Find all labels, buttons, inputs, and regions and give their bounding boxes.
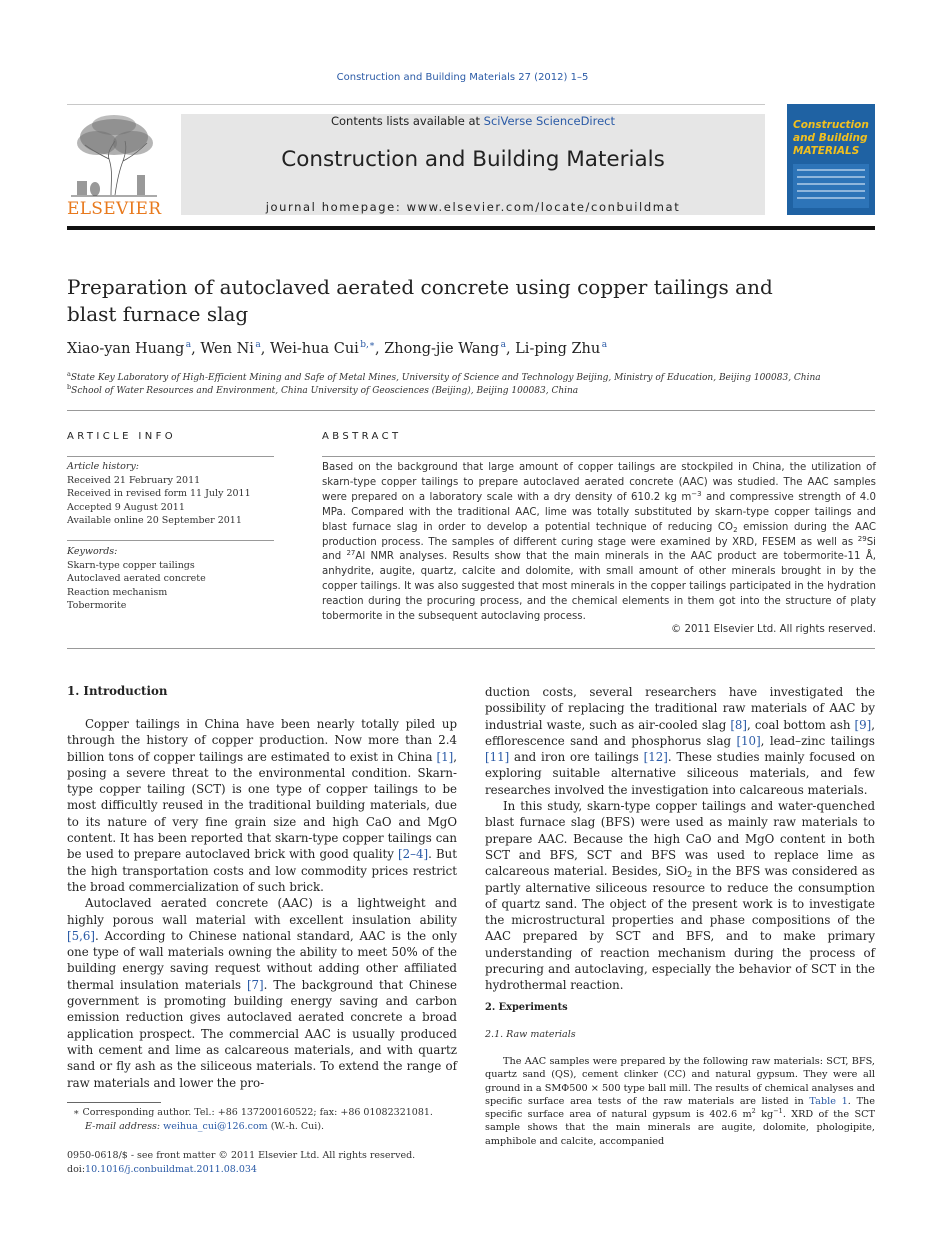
citation-link[interactable]: [8] xyxy=(730,717,748,732)
section-heading-introduction: 1. Introduction xyxy=(67,684,168,698)
header-thick-rule xyxy=(67,226,875,230)
article-info-heading: ARTICLE INFO xyxy=(67,431,177,442)
author-affiliation-mark[interactable]: a xyxy=(500,340,506,350)
email-link[interactable]: weihua_cui@126.com xyxy=(163,1120,268,1132)
author-name[interactable]: Xiao-yan Huang xyxy=(67,341,185,357)
header-rule xyxy=(67,104,765,105)
sciencedirect-link[interactable]: SciVerse ScienceDirect xyxy=(483,114,616,128)
raw-materials-text: The AAC samples were prepared by the following raw materials: SCT, BFS, quartz sand (QS), cement clinker (CC) and natural gypsum. They were all ground in a SMΦ500 × 500 type ball mill. The results of chemical analyses and specific surface area tests of the raw materials are listed in Table 1. The specific surface area of natural gypsum is 402.6 $m^2$ $kg^{-1}$. XRD of the SCT sample shows that the main minerals are augite, dolomite, phologipite, amphibole and calcite, accompanied xyxy=(485,1056,876,1147)
keyword-item: Autoclaved aerated concrete xyxy=(67,573,206,584)
author-name[interactable]: Li-ping Zhu xyxy=(515,341,601,357)
right-column-text: duction costs, several researchers have investigated the possibility of replacing the traditional raw materials of AAC by industrial waste, such as air-cooled slag [8], coal bottom ash [9], efflorescence sand and phosphorus slag [10], lead–zinc tailings [11] and iron ore tailings [12]. These studies mainly focused on exploring suitable alternative siliceous materials, and few researches involved the investigation into calcareous materials. In this study, skarn-type copper tailings and water-quenched blast furnace slag (BFS) were used as mainly raw materials to prepare AAC. Because the high CaO and MgO content in both SCT and BFS, SCT and BFS was used to replace lime as calcareous material. Besides, SiO2 in the BFS was considered as partly alternative siliceous resource to reduce the consumption of quartz sand. The object of the present work is to investigate the microstructural properties and phase compositions of the AAC prepared by SCT and BFS, and to make primary understanding of reaction mechanism during the process of precuring and autoclaving, especially the behavior of SCT in the hydrothermal reaction. xyxy=(485,685,876,993)
article-history: Article history: Received 21 February 2011 Received in revised form 11 July 2011 Accepted 9 August 2011 Available online 20 September 2011 xyxy=(67,460,274,528)
citation-link[interactable]: [5,6] xyxy=(67,928,95,943)
contents-prefix: Contents lists available at xyxy=(330,114,484,128)
affiliation-a: $^a$State Key Laboratory of High-Efficient Mining and Safe of Metal Mines, University of Science and Technology Beijing, Ministry of Education, Beijing 100083, China xyxy=(67,370,821,383)
subsection-heading-raw-materials: 2.1. Raw materials xyxy=(485,1029,576,1040)
citation-link[interactable]: [11] xyxy=(485,750,510,765)
keyword-item: Skarn-type copper tailings xyxy=(67,559,195,571)
divider xyxy=(67,456,274,457)
citation-link[interactable]: [12] xyxy=(643,750,668,765)
citation-link[interactable]: [7] xyxy=(246,977,264,992)
citation-link[interactable]: [1] xyxy=(436,749,454,764)
journal-cover-image[interactable] xyxy=(787,104,875,215)
keywords: Keywords: Skarn-type copper tailings Autoclaved aerated concrete Reaction mechanism Tobermorite xyxy=(67,545,274,613)
author-name[interactable]: Zhong-jie Wang xyxy=(384,341,500,357)
affiliation-b: $^b$School of Water Resources and Environment, China University of Geosciences (Beijing), Beijing 100083, China xyxy=(67,383,579,396)
author-name[interactable]: Wei-hua Cui xyxy=(269,341,359,357)
journal-reference[interactable]: Construction and Building Materials 27 (2012) 1–5 xyxy=(336,72,589,83)
author-affiliation-mark[interactable]: b,∗ xyxy=(360,340,375,350)
cover-text-block xyxy=(793,164,869,208)
article-title: Preparation of autoclaved aerated concrete using copper tailings and blast furnace slag xyxy=(67,275,773,326)
citation-link[interactable]: [10] xyxy=(736,733,761,748)
abstract-text: Based on the background that large amount of copper tailings are stockpiled in China, the utilization of skarn-type copper tailings to prepare autoclaved aerated concrete (AAC) was studied. The AAC samples were prepared on a laboratory scale with a dry density of 610.2 kg $m^{-3}$ and compressive strength of 4.0 MPa. Compared with the traditional AAC, lime was totally substituted by skarn-type copper tailings and blast furnace slag in order to develop a potential technique of reducing $CO_2$ emission during the AAC production process. The samples of different curing stage were examined by XRD, FESEM as well as $^{29}$Si and $^{27}$Al NMR analyses. Results show that the main minerals in the AAC product are tobermorite-11 Å, anhydrite, augite, quartz, calcite and dolomite, with small amount of other minerals brought in by the copper tailings. It was also suggested that most minerals in the copper tailings participated in the hydration reaction during the procuring process, and the chemical elements in them got into the structure of platy tobermorite in the subsequent autoclaving process. xyxy=(322,462,877,623)
author-list: Xiao-yan Huang $^a$, Wen Ni $^a$, Wei-hua Cui $^{b,∗}$, Zhong-jie Wang $^a$, Li-ping Zhu $^a$ xyxy=(67,340,608,357)
history-item: Accepted 9 August 2011 xyxy=(67,501,185,513)
journal-homepage[interactable]: journal homepage: www.elsevier.com/locate/conbuildmat xyxy=(265,200,681,214)
author-affiliation-mark[interactable]: a xyxy=(255,340,261,350)
divider xyxy=(67,410,875,411)
contents-line xyxy=(181,114,765,128)
author-name[interactable]: Wen Ni xyxy=(200,341,254,357)
history-item: Available online 20 September 2011 xyxy=(67,515,242,526)
history-item: Received 21 February 2011 xyxy=(67,474,201,486)
publisher-name: ELSEVIER xyxy=(67,199,162,219)
history-item: Received in revised form 11 July 2011 xyxy=(67,488,251,499)
section-heading-experiments: 2. Experiments xyxy=(485,1002,568,1013)
footnote-rule xyxy=(67,1102,161,1103)
divider xyxy=(322,456,875,457)
table-link[interactable]: Table 1 xyxy=(809,1095,848,1107)
doi-link[interactable]: 10.1016/j.conbuildmat.2011.08.034 xyxy=(85,1163,257,1175)
citation-link[interactable]: [2–4] xyxy=(398,847,429,862)
journal-title: Construction and Building Materials xyxy=(281,147,665,172)
keyword-item: Tobermorite xyxy=(67,600,127,611)
keyword-item: Reaction mechanism xyxy=(67,586,168,598)
author-affiliation-mark[interactable]: a xyxy=(601,340,608,350)
corresponding-author-footnote: ∗ Corresponding author. Tel.: +86 137200160522; fax: +86 01082321081. E-mail address: weihua_cui@126.com (W.-h. Cui). xyxy=(73,1107,433,1132)
issn-doi: 0950-0618/$ - see front matter © 2011 Elsevier Ltd. All rights reserved. doi:10.1016/j.conbuildmat.2011.08.034 xyxy=(67,1150,416,1175)
divider xyxy=(67,540,274,541)
copyright-notice: © 2011 Elsevier Ltd. All rights reserved. xyxy=(671,624,876,635)
introduction-text: Copper tailings in China have been nearly totally piled up through the history of copper production. Now more than 2.4 billion tons of copper tailings are estimated to exist in China [1], posing a severe threat to the environmental condition. Skarn-type copper tailing (SCT) is one type of copper tailings to be most difficultly reused in the traditional building materials, due to its nature of very fine grain size and high CaO and MgO content. It has been reported that skarn-type copper tailings can be used to prepare autoclaved brick with good quality [2–4]. But the high transportation costs and low commodity prices restrict the broad commercialization of such brick. Autoclaved aerated concrete (AAC) is a lightweight and highly porous wall material with excellent insulation ability [5,6]. According to Chinese national standard, AAC is the only one type of wall materials owning the ability to meet 50% of the building energy saving request without adding other affiliated thermal insulation materials [7]. The background that Chinese government is promoting building energy saving and carbon emission reduction gives autoclaved aerated concrete a broad application prospect. The commercial AAC is usually produced with cement and lime as calcareous materials, and with quartz sand or fly ash as the siliceous materials. To extend the range of raw materials and lower the pro- xyxy=(67,717,457,1090)
divider xyxy=(67,648,875,649)
cover-title: Construction and Building MATERIALS xyxy=(793,119,869,157)
author-affiliation-mark[interactable]: a xyxy=(185,340,192,350)
citation-link[interactable]: [9] xyxy=(854,717,872,732)
abstract-heading: ABSTRACT xyxy=(322,431,402,442)
